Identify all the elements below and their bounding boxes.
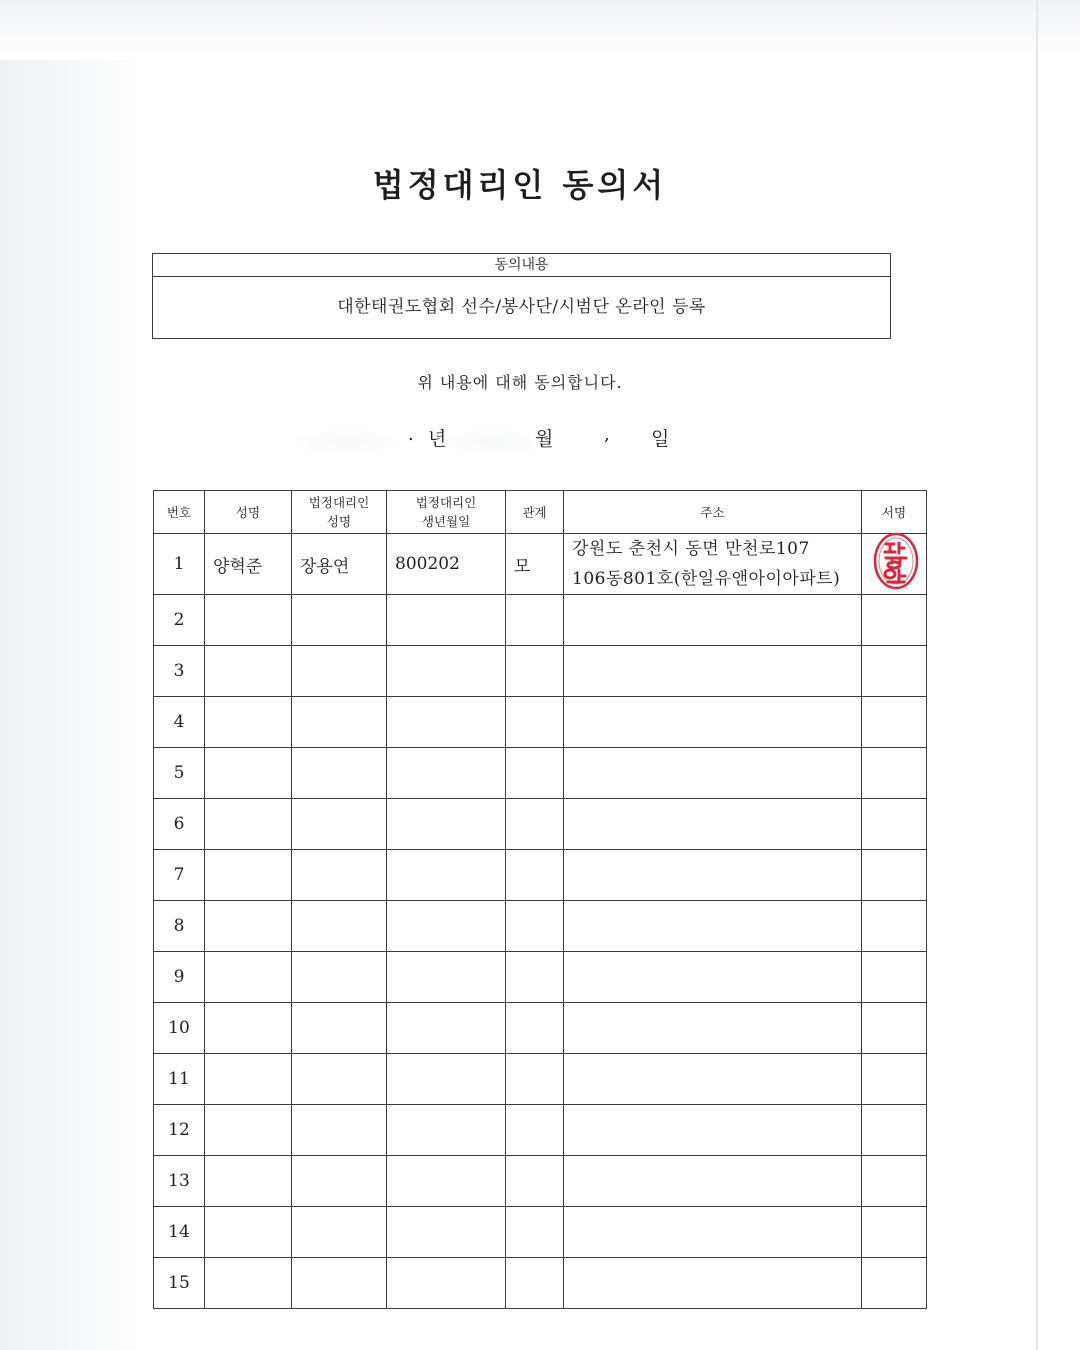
guardian-name (292, 1105, 387, 1156)
relationship (506, 1258, 564, 1309)
row-number: 11 (154, 1054, 205, 1105)
guardian-birthdate (387, 646, 506, 697)
guardian-name (292, 646, 387, 697)
row-number: 3 (154, 646, 205, 697)
guardian-name: 장용연 (292, 534, 387, 595)
header-name: 성명 (205, 491, 292, 534)
signature-cell (862, 1105, 927, 1156)
guardian-name (292, 697, 387, 748)
table-row (154, 1105, 927, 1156)
guardian-birthdate: 800202 (387, 534, 506, 595)
signature-cell (862, 850, 927, 901)
student-name (205, 697, 292, 748)
date-month-label: 월 (535, 428, 554, 450)
table-row (154, 799, 927, 850)
signature-cell (862, 1207, 927, 1258)
header-guardian-name-line2: 성명 (326, 514, 352, 529)
guardian-birthdate (387, 952, 506, 1003)
relationship (506, 646, 564, 697)
address (564, 1054, 862, 1105)
guardian-birthdate (387, 901, 506, 952)
seal-stamp-icon (872, 532, 920, 590)
table-header-row (154, 491, 927, 534)
date-dot: . (408, 424, 414, 445)
row-number: 8 (154, 901, 205, 952)
signature-cell (862, 1156, 927, 1207)
guardian-birthdate (387, 748, 506, 799)
signature-cell (862, 1003, 927, 1054)
signature-cell (862, 595, 927, 646)
table-row (154, 850, 927, 901)
address (564, 697, 862, 748)
signature-cell (862, 1258, 927, 1309)
address (564, 1156, 862, 1207)
guardian-birthdate (387, 1105, 506, 1156)
student-name (205, 1156, 292, 1207)
redaction-blur (440, 428, 550, 456)
header-no: 번호 (154, 491, 205, 534)
guardian-name (292, 952, 387, 1003)
table-row (154, 646, 927, 697)
student-name (205, 646, 292, 697)
row-number: 4 (154, 697, 205, 748)
relationship (506, 799, 564, 850)
row-number: 13 (154, 1156, 205, 1207)
date-dot: , (604, 424, 610, 445)
address (564, 901, 862, 952)
signature-cell (862, 799, 927, 850)
guardian-birthdate (387, 1156, 506, 1207)
address (564, 799, 862, 850)
guardian-name (292, 1003, 387, 1054)
row-number: 9 (154, 952, 205, 1003)
table-row (154, 1003, 927, 1054)
document-title: 법정대리인 동의서 (372, 166, 668, 204)
address (564, 1207, 862, 1258)
guardian-name (292, 799, 387, 850)
table-row (154, 1207, 927, 1258)
table-row (154, 1054, 927, 1105)
row-number: 12 (154, 1105, 205, 1156)
guardian-name (292, 901, 387, 952)
address-line-2: 106동801호(한일유앤아이아파트) (572, 569, 841, 589)
student-name (205, 1207, 292, 1258)
row-number: 10 (154, 1003, 205, 1054)
address (564, 850, 862, 901)
table-row (154, 534, 927, 595)
relationship (506, 952, 564, 1003)
signature-cell (862, 534, 927, 595)
redaction-blur (290, 428, 400, 456)
student-name (205, 748, 292, 799)
signature-cell (862, 952, 927, 1003)
student-name (205, 1003, 292, 1054)
row-number: 5 (154, 748, 205, 799)
guardian-birthdate (387, 850, 506, 901)
guardian-name (292, 1156, 387, 1207)
signature-cell (862, 901, 927, 952)
guardian-name (292, 1258, 387, 1309)
table-row (154, 697, 927, 748)
relationship (506, 1003, 564, 1054)
guardian-name (292, 1207, 387, 1258)
header-relation: 관계 (506, 491, 564, 534)
table-row (154, 1156, 927, 1207)
scan-top-shadow (0, 0, 1080, 60)
relationship (506, 748, 564, 799)
address (564, 1258, 862, 1309)
address (564, 1003, 862, 1054)
guardian-birthdate (387, 1207, 506, 1258)
guardian-birthdate (387, 595, 506, 646)
guardian-birthdate (387, 697, 506, 748)
row-number: 1 (154, 534, 205, 595)
student-name (205, 1105, 292, 1156)
relationship (506, 697, 564, 748)
relationship: 모 (506, 534, 564, 595)
student-name (205, 1258, 292, 1309)
consent-box-content: 대한태권도협회 선수/봉사단/시범단 온라인 등록 (337, 297, 706, 317)
guardian-birthdate (387, 799, 506, 850)
header-guardian-name-line1: 법정대리인 (308, 495, 370, 510)
table-row (154, 952, 927, 1003)
student-name (205, 1054, 292, 1105)
relationship (506, 1156, 564, 1207)
address-line-1: 강원도 춘천시 동면 만천로107 (572, 539, 810, 559)
address (564, 748, 862, 799)
table-row (154, 595, 927, 646)
row-number: 15 (154, 1258, 205, 1309)
relationship (506, 595, 564, 646)
agreement-statement: 위 내용에 대해 동의합니다. (417, 373, 623, 392)
guardian-name (292, 748, 387, 799)
signature-cell (862, 1054, 927, 1105)
table-row (154, 1258, 927, 1309)
guardian-name (292, 1054, 387, 1105)
guardian-birthdate (387, 1054, 506, 1105)
guardian-table (153, 490, 927, 1309)
address (564, 595, 862, 646)
consent-box (152, 253, 891, 339)
consent-box-header: 동의내용 (153, 254, 890, 277)
relationship (506, 850, 564, 901)
header-guardian-birth-line2: 생년월일 (421, 514, 471, 529)
row-number: 6 (154, 799, 205, 850)
header-guardian-birth-line1: 법정대리인 (415, 495, 477, 510)
relationship (506, 1207, 564, 1258)
header-guardian-birth (387, 491, 506, 534)
date-year-label: 년 (428, 428, 447, 450)
header-sign: 서명 (862, 491, 927, 534)
guardian-birthdate (387, 1258, 506, 1309)
header-guardian-name (292, 491, 387, 534)
table-row (154, 901, 927, 952)
student-name (205, 901, 292, 952)
row-number: 7 (154, 850, 205, 901)
guardian-name (292, 850, 387, 901)
relationship (506, 1105, 564, 1156)
relationship (506, 901, 564, 952)
address (564, 534, 862, 595)
signature-cell (862, 697, 927, 748)
header-address: 주소 (564, 491, 862, 534)
student-name (205, 850, 292, 901)
guardian-name (292, 595, 387, 646)
table-row (154, 748, 927, 799)
guardian-birthdate (387, 1003, 506, 1054)
signature-cell (862, 748, 927, 799)
address (564, 646, 862, 697)
relationship (506, 1054, 564, 1105)
date-day-label: 일 (651, 428, 670, 450)
student-name (205, 799, 292, 850)
address (564, 1105, 862, 1156)
student-name (205, 595, 292, 646)
student-name: 양혁준 (205, 534, 292, 595)
row-number: 2 (154, 595, 205, 646)
student-name (205, 952, 292, 1003)
row-number: 14 (154, 1207, 205, 1258)
address (564, 952, 862, 1003)
signature-cell (862, 646, 927, 697)
